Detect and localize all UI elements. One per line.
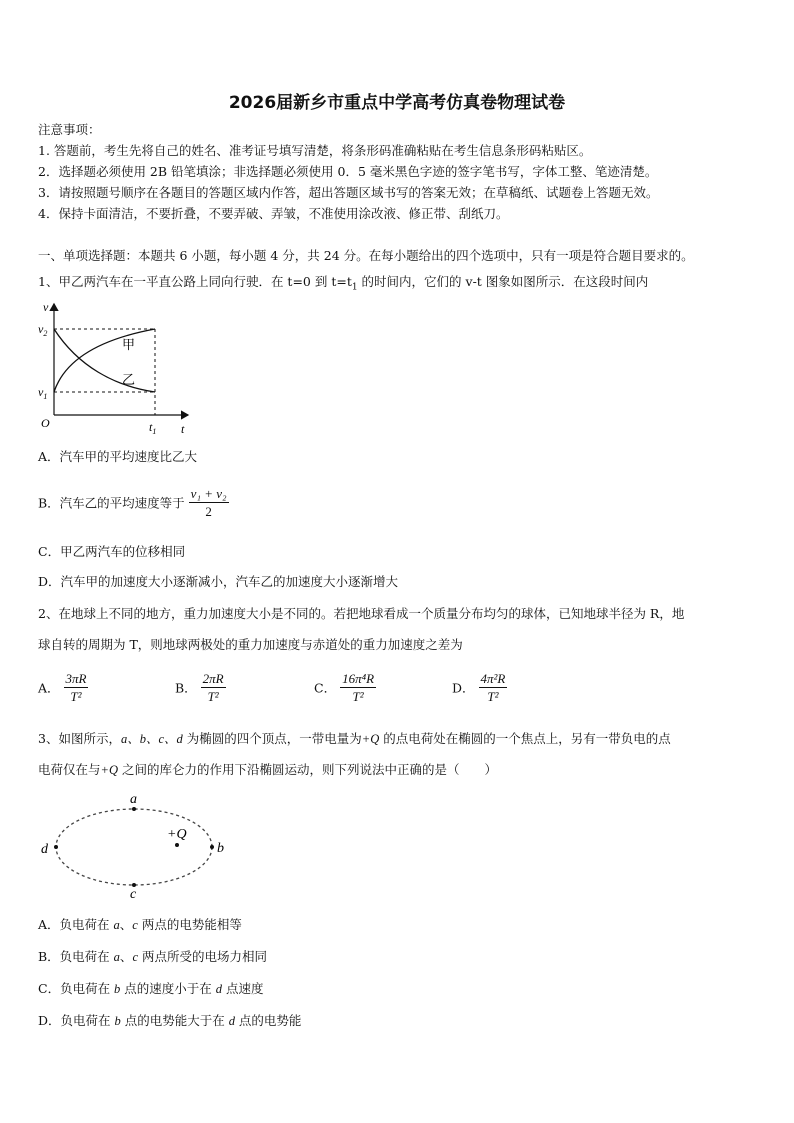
q3-option-d bbox=[38, 1011, 301, 1029]
option-fraction bbox=[64, 670, 89, 705]
q2-option-d bbox=[452, 670, 507, 705]
q1-stem-sub: 1 bbox=[351, 282, 358, 293]
fraction-numerator: v₁ + v₂ bbox=[190, 486, 227, 501]
opt-var: b bbox=[114, 1014, 121, 1028]
q3-text: 3、如图所示， bbox=[38, 731, 121, 746]
fraction-numerator: 4π²R bbox=[480, 671, 506, 686]
label-a: a bbox=[130, 792, 137, 807]
q1-option-a: A．汽车甲的平均速度比乙大 bbox=[38, 449, 198, 464]
t1-label: $t_1$ bbox=[149, 420, 157, 436]
x-axis-label: t bbox=[181, 422, 185, 436]
q3-text: 为椭圆的四个顶点，一带电量为 bbox=[182, 731, 362, 746]
y-axis-label: v bbox=[43, 300, 49, 314]
notice-heading: 注意事项： bbox=[38, 122, 101, 137]
fraction-denominator: 2 bbox=[205, 504, 212, 519]
opt-var: a bbox=[113, 950, 120, 964]
q1-vt-graph bbox=[36, 298, 196, 440]
q1-stem-part-b: 的时间内，它们的 v-t 图象如图所示．在这段时间内 bbox=[357, 274, 649, 289]
opt-text: 两点的电势能相等 bbox=[137, 917, 242, 932]
opt-var: c bbox=[132, 950, 138, 964]
q3-line-1 bbox=[38, 729, 671, 747]
q3-ellipse-diagram bbox=[36, 790, 236, 900]
q2-line-2: 球自转的周期为 T，则地球两极处的重力加速度与赤道处的重力加速度之差为 bbox=[38, 637, 463, 652]
opt-text: 点速度 bbox=[222, 981, 264, 996]
q3-option-c bbox=[38, 979, 263, 997]
q3-charge: +Q bbox=[100, 763, 118, 777]
q2-line-1: 2、在地球上不同的地方，重力加速度大小是不同的。若把地球看成一个质量分布均匀的球体，已知地球半径为 R，地 bbox=[38, 606, 685, 621]
opt-var: b bbox=[114, 982, 121, 996]
v2-label: $v_2$ bbox=[38, 322, 48, 338]
opt-text: A．负电荷在 bbox=[38, 917, 114, 932]
q1-stem bbox=[38, 272, 648, 293]
q1-option-b-fraction bbox=[189, 485, 229, 520]
q1-option-b-text: B．汽车乙的平均速度等于 bbox=[38, 495, 185, 511]
opt-var: d bbox=[215, 982, 222, 996]
opt-var: a bbox=[113, 918, 120, 932]
q2-option-c bbox=[314, 670, 376, 705]
fraction-denominator: T² bbox=[487, 689, 499, 704]
option-label: D． bbox=[452, 680, 475, 696]
charge-q-point bbox=[175, 843, 179, 847]
opt-text: 、 bbox=[119, 949, 133, 964]
page-title: 2026届新乡市重点中学高考仿真卷物理试卷 bbox=[228, 93, 566, 113]
curve-yi bbox=[54, 329, 155, 392]
opt-text: 点的电势能 bbox=[234, 1013, 302, 1028]
opt-text: 点的速度小于在 bbox=[120, 981, 216, 996]
notice-item-3: 3．请按照题号顺序在各题目的答题区域内作答，超出答题区域书写的答案无效；在草稿纸、试题卷上答题无效。 bbox=[38, 185, 659, 200]
opt-text: 、 bbox=[119, 917, 133, 932]
origin-label: O bbox=[41, 416, 50, 430]
q3-charge: +Q bbox=[361, 732, 380, 746]
label-d: d bbox=[41, 842, 48, 857]
opt-var: c bbox=[132, 918, 138, 932]
label-c: c bbox=[130, 887, 137, 900]
q1-option-b bbox=[38, 485, 229, 520]
q3-text: 之间的库仑力的作用下沿椭圆运动，则下列说法中正确的是（ ） bbox=[117, 762, 497, 777]
opt-text: 两点所受的电场力相同 bbox=[138, 949, 267, 964]
opt-text: B．负电荷在 bbox=[38, 949, 114, 964]
opt-text: D．负电荷在 bbox=[38, 1013, 115, 1028]
section-heading: 一、单项选择题：本题共 6 小题，每小题 4 分，共 24 分。在每小题给出的四个选项中，只有一项是符合题目要求的。 bbox=[38, 248, 694, 263]
opt-var: d bbox=[228, 1014, 235, 1028]
q3-text: 电荷仅在与 bbox=[38, 762, 101, 777]
q2-option-a bbox=[38, 670, 88, 705]
fraction-numerator: 3πR bbox=[65, 671, 87, 686]
q1-option-d: D．汽车甲的加速度大小逐渐减小，汽车乙的加速度大小逐渐增大 bbox=[38, 574, 399, 589]
option-fraction bbox=[479, 670, 508, 705]
opt-text: 点的电势能大于在 bbox=[120, 1013, 229, 1028]
q3-line-2 bbox=[38, 760, 497, 778]
curve-jia bbox=[54, 329, 155, 392]
q3-vertex-vars: a、b、c、d bbox=[120, 732, 183, 746]
point-d bbox=[54, 845, 58, 849]
fraction-denominator: T² bbox=[352, 689, 364, 704]
q3-option-b bbox=[38, 947, 267, 965]
notice-item-1: 1. 答题前，考生先将自己的姓名、准考证号填写清楚，将条形码准确粘贴在考生信息条形码粘贴区。 bbox=[38, 143, 592, 158]
option-label: A． bbox=[38, 680, 60, 696]
option-fraction bbox=[201, 670, 226, 705]
fraction-denominator: T² bbox=[70, 689, 82, 704]
notice-item-4: 4．保持卡面清洁，不要折叠，不要弄破、弄皱，不准使用涂改液、修正带、刮纸刀。 bbox=[38, 206, 509, 221]
opt-text: C．负电荷在 bbox=[38, 981, 115, 996]
label-q: +Q bbox=[167, 827, 187, 842]
q1-stem-part-a: 1、甲乙两汽车在一平直公路上同向行驶．在 t=0 到 t=t bbox=[38, 274, 352, 289]
fraction-numerator: 16π⁴R bbox=[342, 671, 375, 686]
option-label: B． bbox=[175, 680, 197, 696]
q3-option-a bbox=[38, 915, 242, 933]
label-jia: 甲 bbox=[122, 337, 136, 352]
q2-option-b bbox=[175, 670, 226, 705]
label-yi: 乙 bbox=[122, 372, 136, 387]
q1-option-c: C．甲乙两汽车的位移相同 bbox=[38, 544, 186, 559]
fraction-denominator: T² bbox=[207, 689, 219, 704]
label-b: b bbox=[217, 841, 224, 856]
option-fraction bbox=[340, 670, 376, 705]
ellipse-orbit bbox=[56, 809, 212, 885]
point-a bbox=[132, 807, 136, 811]
option-label: C． bbox=[314, 680, 337, 696]
fraction-numerator: 2πR bbox=[202, 671, 224, 686]
point-b bbox=[210, 845, 214, 849]
v1-label: $v_1$ bbox=[38, 385, 48, 401]
notice-item-2: 2．选择题必须使用 2B 铅笔填涂；非选择题必须使用 0．5 毫米黑色字迹的签字笔书写，字体工整、笔迹清楚。 bbox=[38, 164, 658, 179]
q3-text: 的点电荷处在椭圆的一个焦点上，另有一带负电的点 bbox=[379, 731, 671, 746]
